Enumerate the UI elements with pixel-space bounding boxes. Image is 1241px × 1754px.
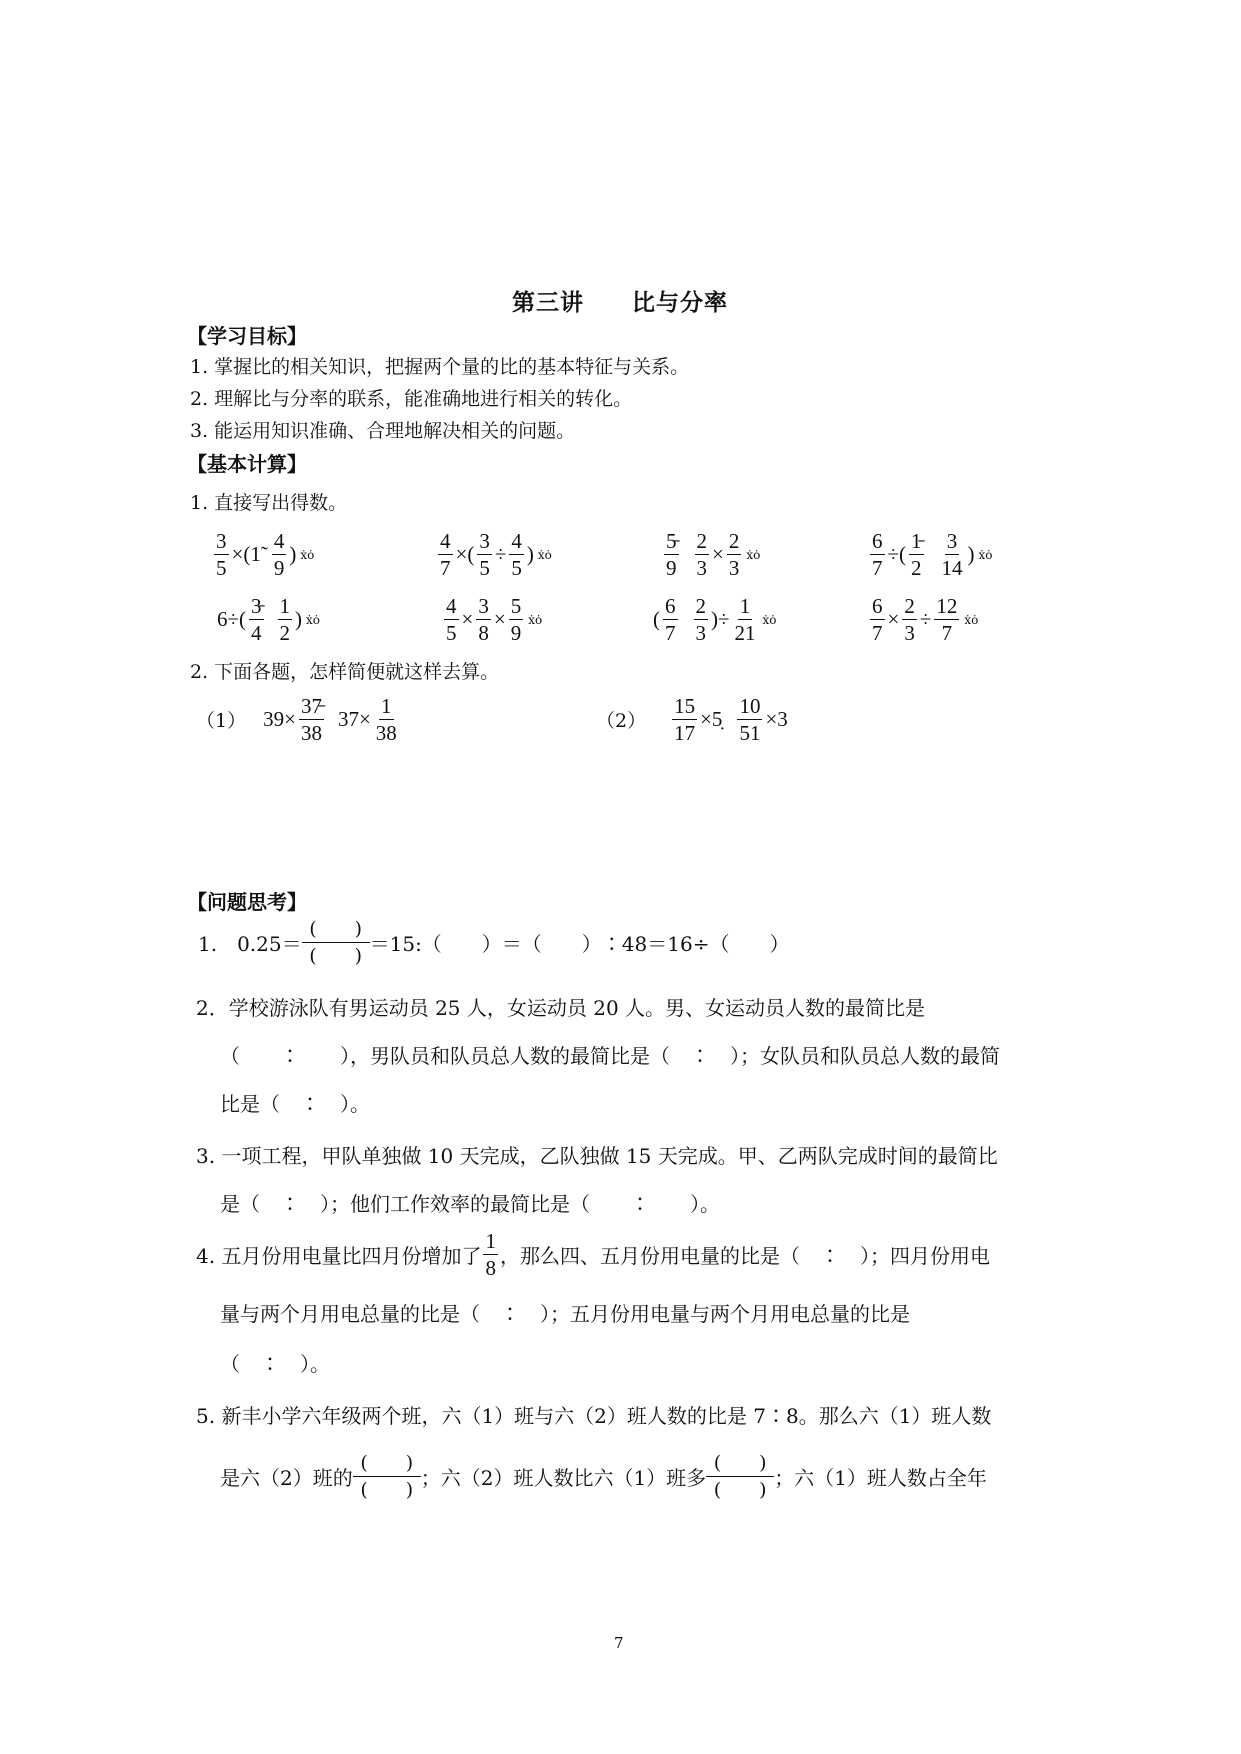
basic-question-1: 1. 直接写出得数。 (190, 492, 348, 514)
section-heading-think: 【问题思考】 (187, 890, 307, 914)
think-question-3-line-1: 3. 一项工程，甲队单独做 10 天完成，乙队独做 15 天完成。甲、乙两队完成时间的最简比 (196, 1144, 998, 1168)
section-heading-goals: 【学习目标】 (187, 324, 307, 348)
fraction: $\frac{1}{21}$ (734, 594, 756, 645)
expr-row1-2: $\frac{4}{7}$ ×( $\frac{3}{5}$ ÷ $\frac{4}{5}$ ) ẋȯ (440, 529, 552, 580)
think-question-5-line-2: 是六（2）班的 $\frac{( )}{( )}$ ；六（2）班人数比六（1）班多 $\frac{( )}{( )}$ ；六（1）班人数占全年 (220, 1452, 987, 1501)
think-question-4-line-1: 4. 五月份用电量比四月份增加了 $\frac{1}{8}$ ，那么四、五月份用电量的比是（ ∶ ）；四月份用电 (196, 1229, 990, 1280)
fraction: $\frac{12}{7}$ (936, 594, 958, 645)
think-question-1: 1. 0.25＝ $\frac{( )}{( )}$ ＝15:（ ）＝（ ）∶48＝16÷（ ） (198, 918, 790, 967)
expr-row2-3: ( $\frac{6}{7}$ $\frac{2}{3}$ )÷ $\frac{1}{21}$ ẋȯ (653, 594, 777, 645)
think-question-2-line-2: （ ∶ ），男队员和队员总人数的最简比是（ ∶ ）；女队员和队员总人数的最简 (220, 1044, 1000, 1068)
goal-item-2: 2. 理解比与分率的联系，能准确地进行相关的转化。 (190, 388, 633, 410)
fraction: $\frac{1̵}{2}$ (911, 529, 922, 580)
blank-fraction: $\frac{( )}{( )}$ (302, 916, 370, 969)
fraction: $\frac{3}{8}$ (478, 594, 489, 645)
fraction: $\frac{1}{38}$ (375, 694, 397, 745)
fraction: $\frac{5̵}{9}$ (666, 529, 677, 580)
fraction: $\frac{6}{7}$ (872, 529, 883, 580)
expr-row2-1: 6÷( $\frac{3̵}{4}$ $\frac{1}{2}$ ) ẋȯ (217, 594, 321, 645)
think-question-2-line-3: 比是（ ∶ ）。 (220, 1092, 370, 1116)
expr-row1-1: $\frac{3}{5}$ ×(1̃ $\frac{4}{9}$ ) ẋȯ (216, 529, 315, 580)
expr-q2-1: （1） 39× $\frac{37̵}{38}$ 37× $\frac{1}{38}$ (196, 694, 397, 745)
expr-q2-2: （2） $\frac{15}{17}$ ×5̣ $\frac{10}{51}$ ×3 (596, 694, 788, 745)
fraction: $\frac{5}{9}$ (510, 594, 522, 645)
basic-question-2: 2. 下面各题，怎样简便就这样去算。 (190, 661, 500, 683)
expr-row2-4: $\frac{6}{7}$ × $\frac{2}{3}$ ÷ $\frac{12}{7}$ ẋȯ (872, 594, 979, 645)
page-number: 7 (614, 1634, 624, 1652)
fraction: $\frac{4}{7}$ (440, 529, 451, 580)
fraction: $\frac{3}{5}$ (216, 529, 227, 580)
think-question-4-line-3: （ ∶ ）。 (220, 1352, 330, 1376)
fraction: $\frac{4}{9}$ (273, 529, 285, 580)
fraction: $\frac{37̵}{38}$ (300, 694, 322, 745)
expr-row1-4: $\frac{6}{7}$ ÷( $\frac{1̵}{2}$ $\frac{3}{14}$ ) ẋȯ (872, 529, 993, 580)
fraction: $\frac{3}{5}$ (479, 529, 490, 580)
section-heading-basic: 【基本计算】 (187, 452, 307, 476)
blank-fraction: $\frac{( )}{( )}$ (353, 1450, 421, 1503)
fraction: $\frac{6}{7}$ (665, 594, 676, 645)
fraction: $\frac{4}{5}$ (511, 529, 522, 580)
fraction: $\frac{4}{5}$ (446, 594, 457, 645)
expr-row1-3: $\frac{5̵}{9}$ $\frac{2}{3}$ × $\frac{2}{3}$ ẋȯ (666, 529, 761, 580)
think-question-5-line-1: 5. 新丰小学六年级两个班，六（1）班与六（2）班人数的比是 7∶8。那么六（1）班人数 (196, 1404, 992, 1428)
fraction: $\frac{2}{3}$ (696, 529, 707, 580)
fraction: $\frac{3}{14}$ (941, 529, 963, 580)
fraction: $\frac{2}{3}$ (695, 594, 706, 645)
fraction: $\frac{10}{51}$ (739, 694, 761, 745)
fraction: $\frac{1}{2}$ (279, 594, 291, 645)
expr-row2-2: $\frac{4}{5}$ × $\frac{3}{8}$ × $\frac{5}{9}$ ẋȯ (446, 594, 543, 645)
goal-item-3: 3. 能运用知识准确、合理地解决相关的问题。 (190, 420, 576, 442)
blank-fraction: $\frac{( )}{( )}$ (706, 1450, 774, 1503)
fraction: $\frac{2}{3}$ (904, 594, 915, 645)
think-question-4-line-2: 量与两个月用电总量的比是（ ∶ ）；五月份用电量与两个月用电总量的比是 (220, 1302, 910, 1326)
fraction: $\frac{3̵}{4}$ (251, 594, 262, 645)
fraction: $\frac{2}{3}$ (728, 529, 740, 580)
think-question-3-line-2: 是（ ∶ ）；他们工作效率的最简比是（ ∶ ）。 (220, 1192, 720, 1216)
fraction: $\frac{15}{17}$ (674, 694, 696, 745)
think-question-2-line-1: 2．学校游泳队有男运动员 25 人，女运动员 20 人。男、女运动员人数的最简比是 (196, 996, 926, 1020)
fraction: $\frac{1}{8}$ (485, 1229, 496, 1280)
page-title: 第三讲 比与分率 (512, 290, 728, 316)
fraction: $\frac{6}{7}$ (872, 594, 883, 645)
goal-item-1: 1. 掌握比的相关知识，把握两个量的比的基本特征与关系。 (190, 356, 690, 378)
